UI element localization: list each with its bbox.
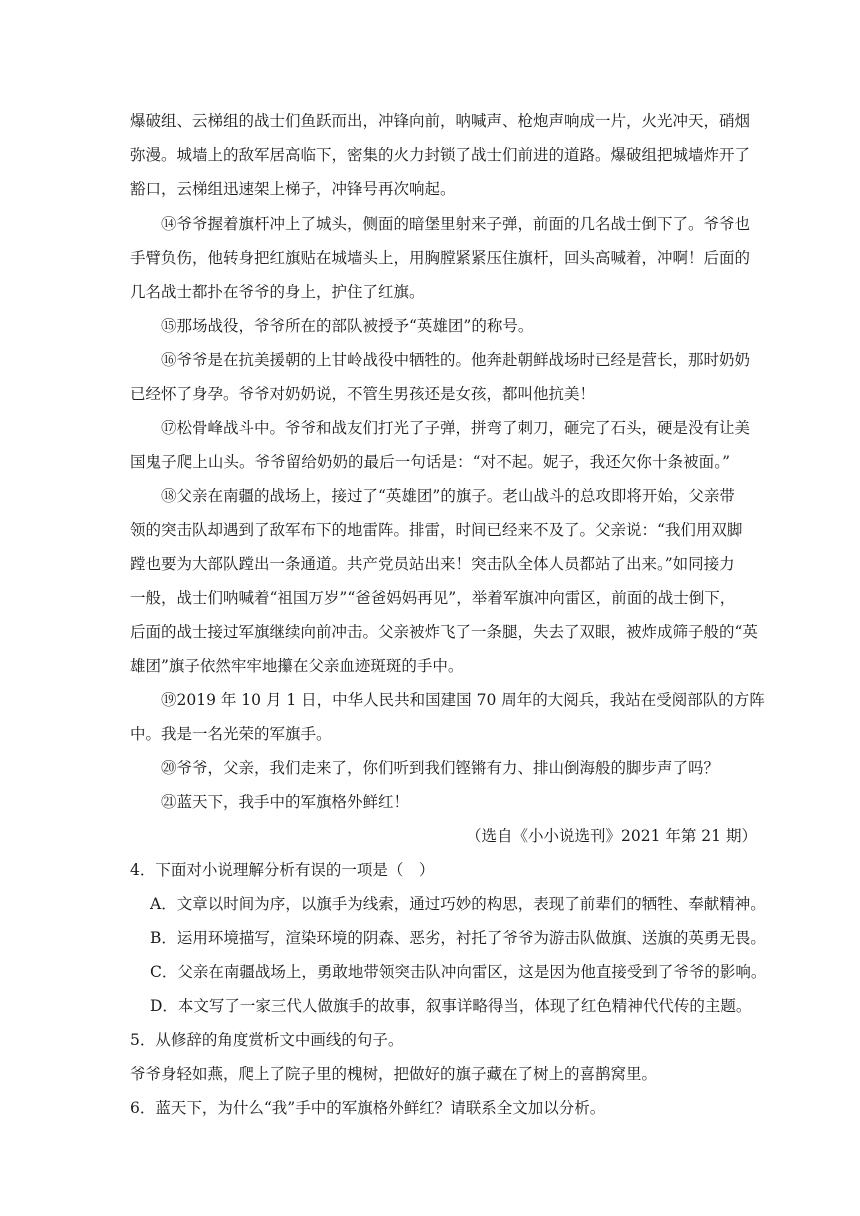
question-4-option-c: C．父亲在南疆战场上，勇敢地带领突击队冲向雷区，这是因为他直接受到了爷爷的影响。 xyxy=(150,963,767,981)
paragraph-18-line-4: 一般，战士们呐喊着“祖国万岁”“爸爸妈妈再见”，举着军旗冲向雷区，前面的战士倒下， xyxy=(130,589,736,607)
paragraph-16-line-2: 已经怀了身孕。爷爷对奶奶说，不管生男孩还是女孩，都叫他抗美！ xyxy=(130,385,596,403)
paragraph-18-line-5: 后面的战士接过军旗继续向前冲击。父亲被炸飞了一条腿，失去了双眼，被炸成筛子般的“英 xyxy=(130,623,758,641)
paragraph-16-line-1: ⑯爷爷是在抗美援朝的上甘岭战役中牺牲的。他奔赴朝鲜战场时已经是营长，那时奶奶 xyxy=(161,351,751,369)
question-6-stem: 6．蓝天下，为什么“我”手中的军旗格外鲜红？请联系全文加以分析。 xyxy=(130,1099,606,1117)
paragraph-20-line-1: ⑳爷爷，父亲，我们走来了，你们听到我们铿锵有力、排山倒海般的脚步声了吗？ xyxy=(161,759,720,777)
question-4-option-d: D．本文写了一家三代人做旗手的故事，叙事详略得当，体现了红色精神代代传的主题。 xyxy=(150,997,752,1015)
source-citation: （选自《小小说选刊》2021 年第 21 期） xyxy=(466,827,757,845)
paragraph-14-line-2: 手臂负伤，他转身把红旗贴在城墙头上，用胸膛紧紧压住旗杆，回头高喊着，冲啊！后面的 xyxy=(130,249,751,267)
paragraph-18-line-1: ⑱父亲在南疆的战场上，接过了“英雄团”的旗子。老山战斗的总攻即将开始，父亲带 xyxy=(161,487,735,505)
question-4-option-b: B．运用环境描写，渲染环境的阴森、恶劣，衬托了爷爷为游击队做旗、送旗的英勇无畏。 xyxy=(150,929,766,947)
paragraph-14-line-1: ⑭爷爷握着旗杆冲上了城头，侧面的暗堡里射来子弹，前面的几名战士倒下了。爷爷也 xyxy=(161,215,751,233)
paragraph-17-line-1: ⑰松骨峰战斗中。爷爷和战友们打光了子弹，拼弯了刺刀，砸完了石头，硬是没有让美 xyxy=(161,419,751,437)
paragraph-13-line-2: 弥漫。城墙上的敌军居高临下，密集的火力封锁了战士们前进的道路。爆破组把城墙炸开了 xyxy=(130,146,751,164)
paragraph-18-line-6: 雄团”旗子依然牢牢地攥在父亲血迹斑斑的手中。 xyxy=(130,657,464,675)
question-5-sentence: 爷爷身轻如燕，爬上了院子里的槐树，把做好的旗子藏在了树上的喜鹊窝里。 xyxy=(130,1065,658,1083)
paragraph-18-line-2: 领的突击队却遇到了敌军布下的地雷阵。排雷，时间已经来不及了。父亲说：“我们用双脚 xyxy=(130,521,743,539)
paragraph-14-line-3: 几名战士都扑在爷爷的身上，护住了红旗。 xyxy=(130,283,425,301)
question-5-stem: 5．从修辞的角度赏析文中画线的句子。 xyxy=(130,1031,404,1049)
paragraph-21-line-1: ㉑蓝天下，我手中的军旗格外鲜红！ xyxy=(161,793,410,811)
paragraph-17-line-2: 国鬼子爬上山头。爷爷留给奶奶的最后一句话是：“对不起。妮子，我还欠你十条被面。” xyxy=(130,453,730,471)
paragraph-13-line-1: 爆破组、云梯组的战士们鱼跃而出，冲锋向前，呐喊声、枪炮声响成一片，火光冲天，硝烟 xyxy=(130,112,751,130)
paragraph-18-line-3: 蹚也要为大部队蹚出一条通道。共产党员站出来！突击队全体人员都站了出来。”如同接力 xyxy=(130,555,735,573)
paragraph-19-line-2: 中。我是一名光荣的军旗手。 xyxy=(130,725,332,743)
paragraph-19-line-1: ⑲2019 年 10 月 1 日，中华人民共和国建国 70 周年的大阅兵，我站在受阅部队的方阵 xyxy=(161,691,765,709)
question-4-stem: 4．下面对小说理解分析有误的一项是（ ） xyxy=(130,861,435,879)
paragraph-15-line-1: ⑮那场战役，爷爷所在的部队被授予“英雄团”的称号。 xyxy=(161,317,534,335)
paragraph-13-line-3: 豁口，云梯组迅速架上梯子，冲锋号再次响起。 xyxy=(130,180,456,198)
question-4-option-a: A．文章以时间为序，以旗手为线索，通过巧妙的构思，表现了前辈们的牺牲、奉献精神。 xyxy=(150,895,766,913)
